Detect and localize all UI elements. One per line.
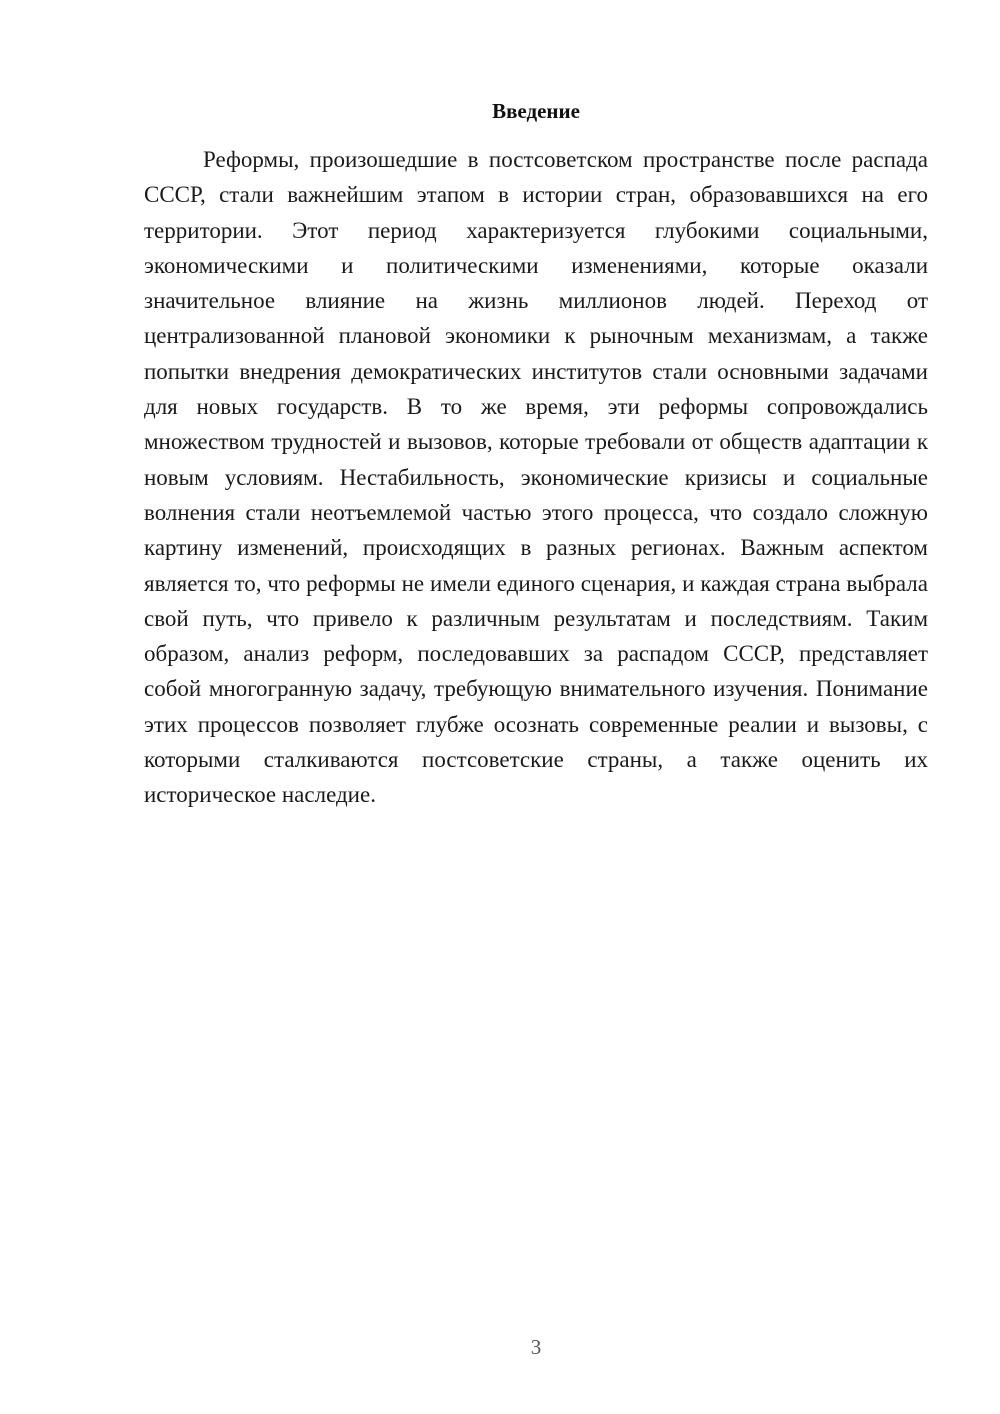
section-heading: Введение: [492, 99, 580, 123]
page-number: 3: [530, 1335, 542, 1359]
introduction-paragraph: Реформы, произошедшие в постсоветском пространстве после распада СССР, стали важнейшим этапом в истории стран, образовавшихся на его территории. Этот период характеризуется глубокими социальными, экономическими и политическими изменениями, которые оказали значительное влияние на жизнь миллионов людей. Переход от централизованной плановой экономики к рыночным механизмам, а также попытки внедрения демократических институтов стали основными задачами для новых государств. В то же время, эти реформы сопровождались множеством трудностей и вызовов, которые требовали от обществ адаптации к новым условиям. Нестабильность, экономические кризисы и социальные волнения стали неотъемлемой частью этого процесса, что создало сложную картину изменений, происходящих в разных регионах. Важным аспектом является то, что реформы не имели единого сценария, и каждая страна выбрала свой путь, что привело к различным результатам и последствиям. Таким образом, анализ реформ, последовавших за распадом СССР, представляет собой многогранную задачу, требующую внимательного изучения. Понимание этих процессов позволяет глубже осознать современные реалии и вызовы, с которыми сталкиваются постсоветские страны, а также оценить их историческое наследие.: [144, 147, 928, 808]
